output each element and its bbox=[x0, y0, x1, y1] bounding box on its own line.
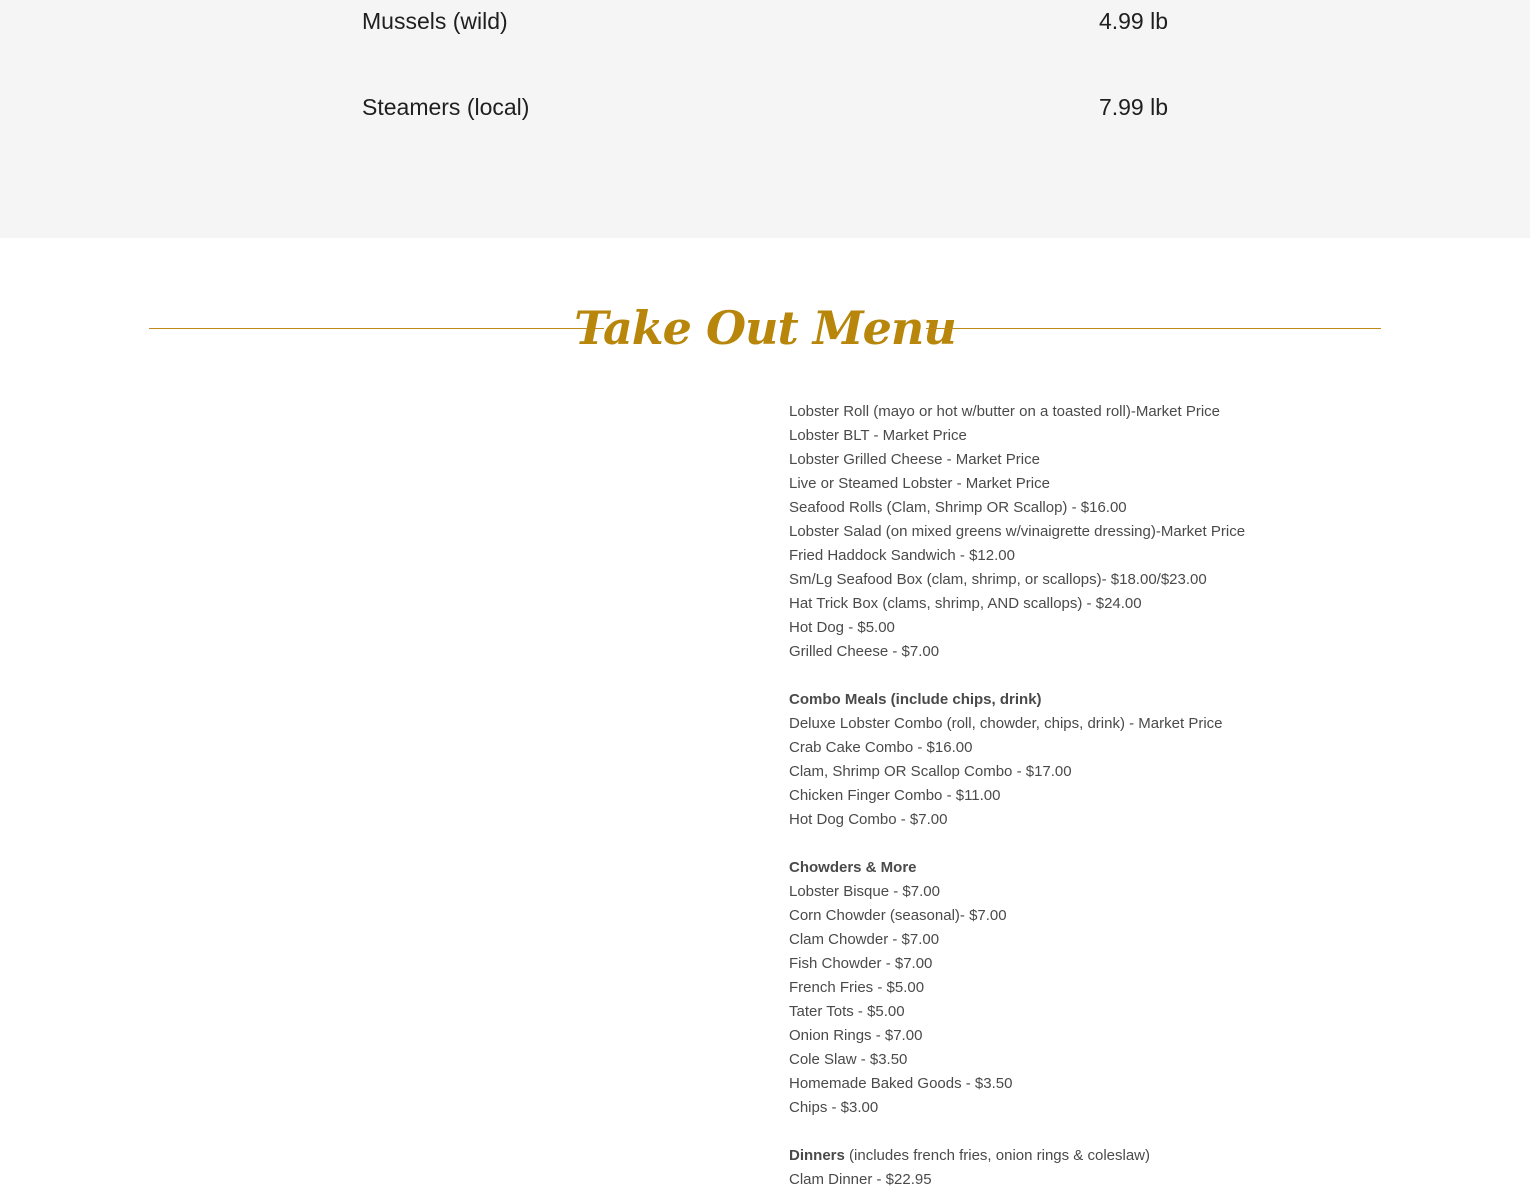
dinners-note: (includes french fries, onion rings & coleslaw) bbox=[844, 1147, 1150, 1164]
price-row-mussels bbox=[362, 8, 1168, 48]
menu-item: Lobster Bisque - $7.00 bbox=[789, 883, 940, 900]
menu-item: Sm/Lg Seafood Box (clam, shrimp, or scallops)- $18.00/$23.00 bbox=[789, 571, 1207, 588]
menu-item: Crab Cake Combo - $16.00 bbox=[789, 739, 973, 756]
spacer bbox=[789, 664, 1349, 688]
menu-item: Hot Dog Combo - $7.00 bbox=[789, 811, 948, 828]
menu-item: Lobster Roll (mayo or hot w/butter on a toasted roll)-Market Price bbox=[789, 403, 1221, 420]
takeout-menu-title: Take Out Menu bbox=[574, 301, 956, 355]
menu-item: Corn Chowder (seasonal)- $7.00 bbox=[789, 907, 1007, 924]
spacer bbox=[789, 832, 1349, 856]
menu-item: Live or Steamed Lobster - Market Price bbox=[789, 475, 1050, 492]
takeout-menu-list bbox=[789, 400, 1349, 1192]
menu-item: Clam, Shrimp OR Scallop Combo - $17.00 bbox=[789, 763, 1072, 780]
combo-heading: Combo Meals (include chips, drink) bbox=[789, 691, 1042, 708]
menu-item: Fish Chowder - $7.00 bbox=[789, 955, 933, 972]
menu-item: Grilled Cheese - $7.00 bbox=[789, 643, 940, 660]
item-price: 7.99 lb bbox=[1098, 94, 1168, 120]
menu-item: Cole Slaw - $3.50 bbox=[789, 1051, 908, 1068]
menu-item: Lobster Grilled Cheese - Market Price bbox=[789, 451, 1040, 468]
menu-item: Clam Chowder - $7.00 bbox=[789, 931, 940, 948]
chowder-heading: Chowders & More bbox=[789, 859, 917, 876]
spacer bbox=[789, 1120, 1349, 1144]
dinners-line bbox=[789, 1144, 1349, 1168]
menu-item: Lobster Salad (on mixed greens w/vinaigrette dressing)-Market Price bbox=[789, 523, 1246, 540]
dinners-heading: Dinners bbox=[789, 1147, 845, 1164]
menu-item: French Fries - $5.00 bbox=[789, 979, 925, 996]
menu-item: Tater Tots - $5.00 bbox=[789, 1003, 905, 1020]
menu-item: Onion Rings - $7.00 bbox=[789, 1027, 923, 1044]
item-price: 4.99 lb bbox=[1098, 8, 1168, 34]
menu-item: Chicken Finger Combo - $11.00 bbox=[789, 787, 1001, 804]
takeout-menu-header bbox=[149, 295, 1381, 365]
menu-item: Fried Haddock Sandwich - $12.00 bbox=[789, 547, 1015, 564]
menu-item: Seafood Rolls (Clam, Shrimp OR Scallop) - $16.00 bbox=[789, 499, 1127, 516]
price-row-steamers bbox=[362, 94, 1168, 134]
menu-item: Hot Dog - $5.00 bbox=[789, 619, 895, 636]
menu-item: Homemade Baked Goods - $3.50 bbox=[789, 1075, 1013, 1092]
menu-item: Clam Dinner - $22.95 bbox=[789, 1171, 932, 1188]
menu-item: Hat Trick Box (clams, shrimp, AND scallops) - $24.00 bbox=[789, 595, 1142, 612]
menu-item: Lobster BLT - Market Price bbox=[789, 427, 967, 444]
divider-right bbox=[926, 328, 1381, 329]
item-name: Mussels (wild) bbox=[362, 8, 508, 34]
market-price-section bbox=[0, 0, 1530, 238]
menu-item: Deluxe Lobster Combo (roll, chowder, chips, drink) - Market Price bbox=[789, 715, 1223, 732]
item-name: Steamers (local) bbox=[362, 94, 530, 120]
menu-item: Chips - $3.00 bbox=[789, 1099, 879, 1116]
